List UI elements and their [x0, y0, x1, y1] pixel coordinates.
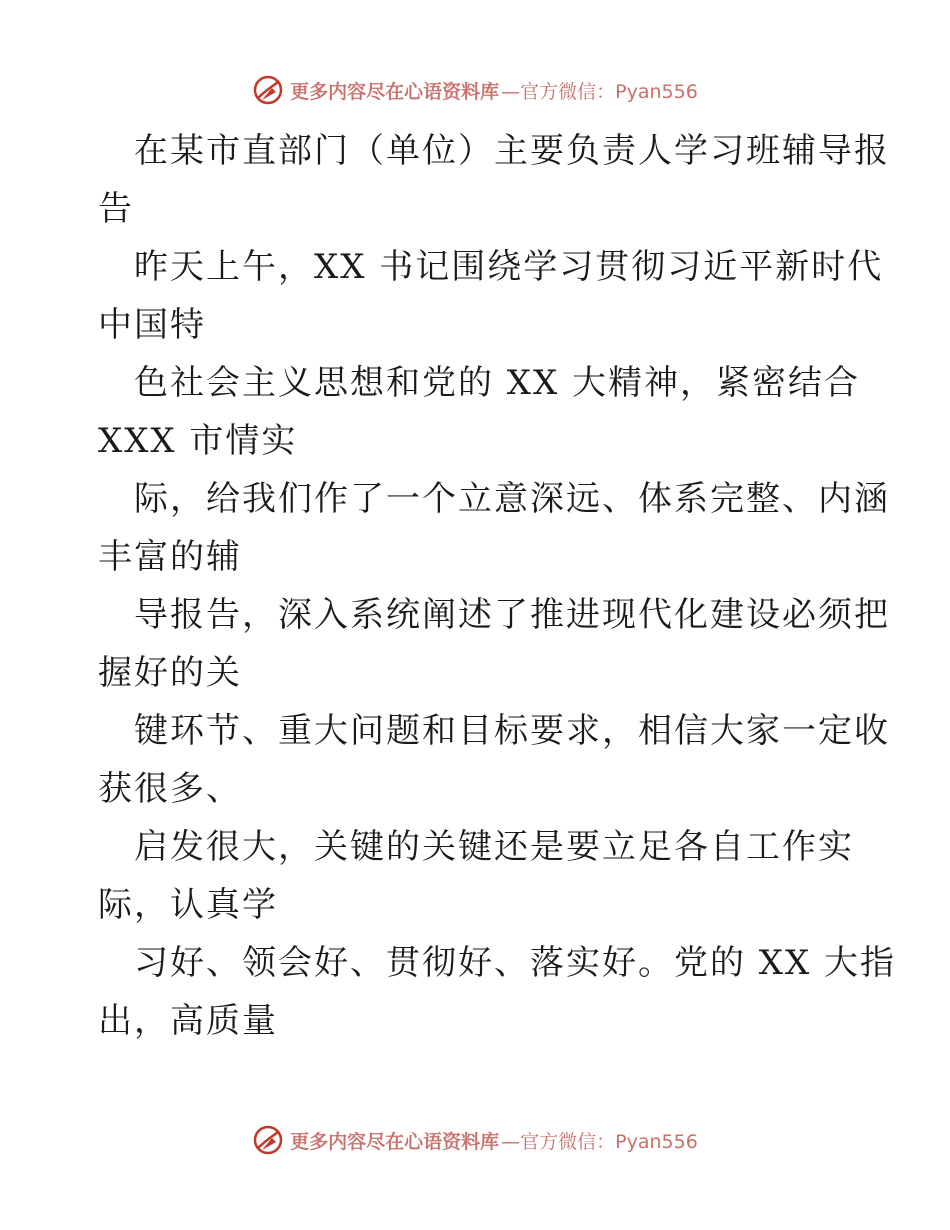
body-line: 色社会主义思想和党的 XX 大精神，紧密结合: [134, 363, 861, 403]
body-line: 中国特: [98, 305, 206, 345]
body-line: 获很多、: [98, 769, 242, 809]
body-line: 昨天上午，XX 书记围绕学习贯彻习近平新时代: [134, 247, 884, 287]
body-line: 丰富的辅: [98, 537, 242, 577]
banner-main-text: 更多内容尽在心语资料库: [290, 80, 500, 103]
body-line: 告: [98, 189, 134, 229]
banner-sub-text: —官方微信：Pyan556: [501, 80, 698, 103]
body-line: 出，高质量: [98, 1001, 278, 1041]
body-line: 际，认真学: [98, 885, 278, 925]
document-body: [98, 122, 897, 1050]
header-banner: [0, 70, 950, 110]
banner-main-text: 更多内容尽在心语资料库: [290, 1130, 500, 1153]
body-line: 在某市直部门（单位）主要负责人学习班辅导报: [134, 131, 890, 171]
footer-banner: [0, 1120, 950, 1160]
body-line: 启发很大，关键的关键还是要立足各自工作实: [134, 827, 854, 867]
body-line: 习好、领会好、贯彻好、落实好。党的 XX 大指: [134, 943, 897, 983]
pen-nib-logo-icon: [252, 1124, 284, 1156]
banner-sub-text: —官方微信：Pyan556: [501, 1130, 698, 1153]
body-line: 键环节、重大问题和目标要求，相信大家一定收: [134, 711, 890, 751]
body-line: XXX 市情实: [98, 421, 298, 461]
body-line: 际，给我们作了一个立意深远、体系完整、内涵: [134, 479, 890, 519]
body-line: 握好的关: [98, 653, 242, 693]
body-line: 导报告，深入系统阐述了推进现代化建设必须把: [134, 595, 890, 635]
pen-nib-logo-icon: [252, 74, 284, 106]
